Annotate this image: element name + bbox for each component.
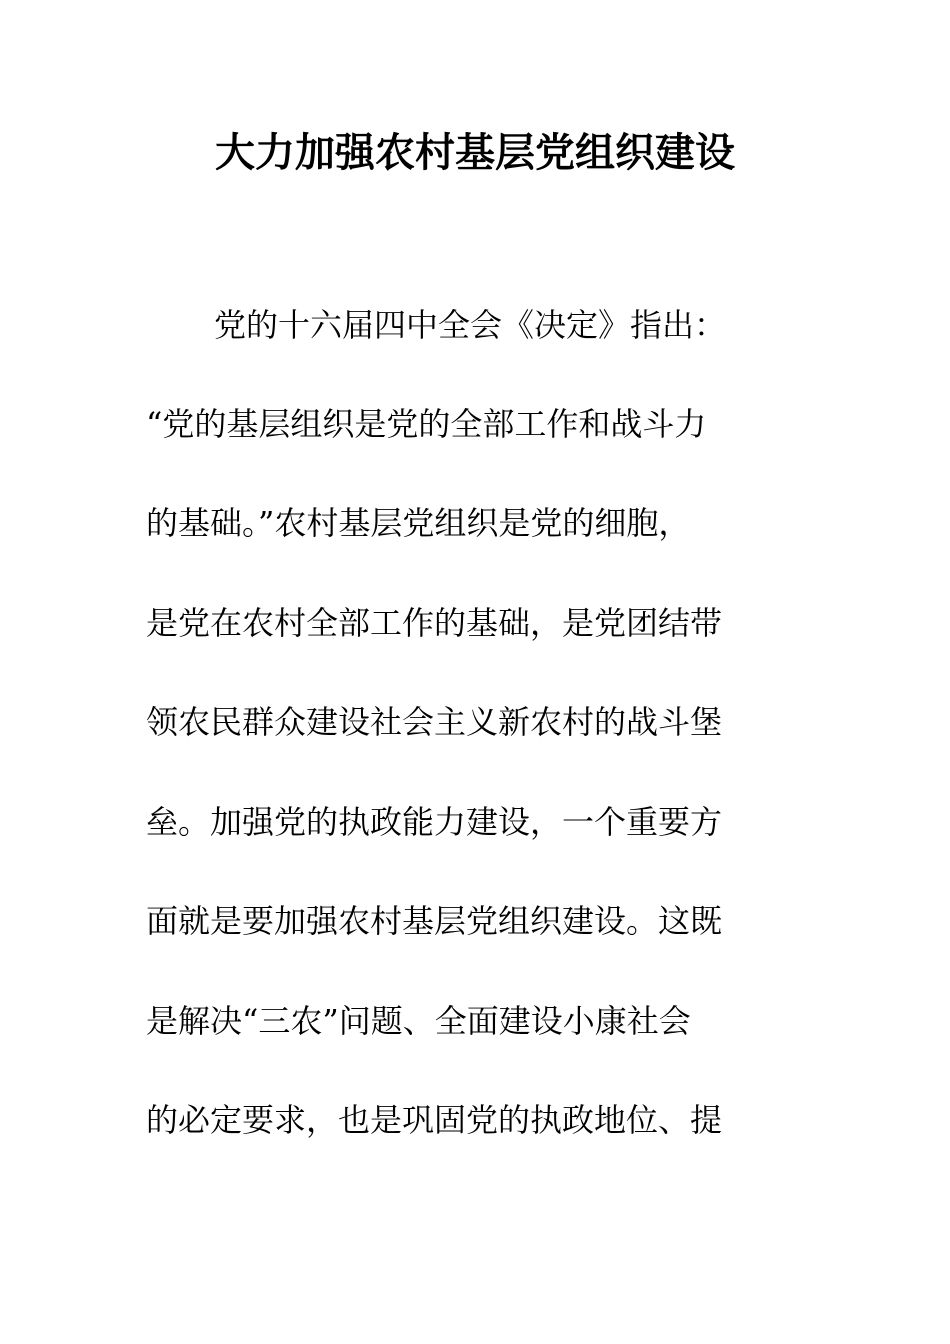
paragraph-line: 的基础。”农村基层党组织是党的细胞， — [146, 504, 691, 542]
paragraph-line: 的必定要求，也是巩固党的执政地位、提 — [146, 1101, 723, 1139]
paragraph-line: 面就是要加强农村基层党组织建设。这既 — [146, 902, 723, 940]
paragraph-line: “党的基层组织是党的全部工作和战斗力 — [146, 405, 707, 443]
paragraph-line: 领农民群众建设社会主义新农村的战斗堡 — [146, 703, 723, 741]
paragraph-line: 是党在农村全部工作的基础，是党团结带 — [146, 604, 723, 642]
paragraph-line: 党的十六届四中全会《决定》指出： — [214, 306, 727, 344]
document-title: 大力加强农村基层党组织建设 — [215, 129, 735, 176]
paragraph-line: 垒。加强党的执政能力建设，一个重要方 — [146, 803, 723, 841]
paragraph-line: 是解决“三农”问题、全面建设小康社会 — [146, 1002, 691, 1040]
